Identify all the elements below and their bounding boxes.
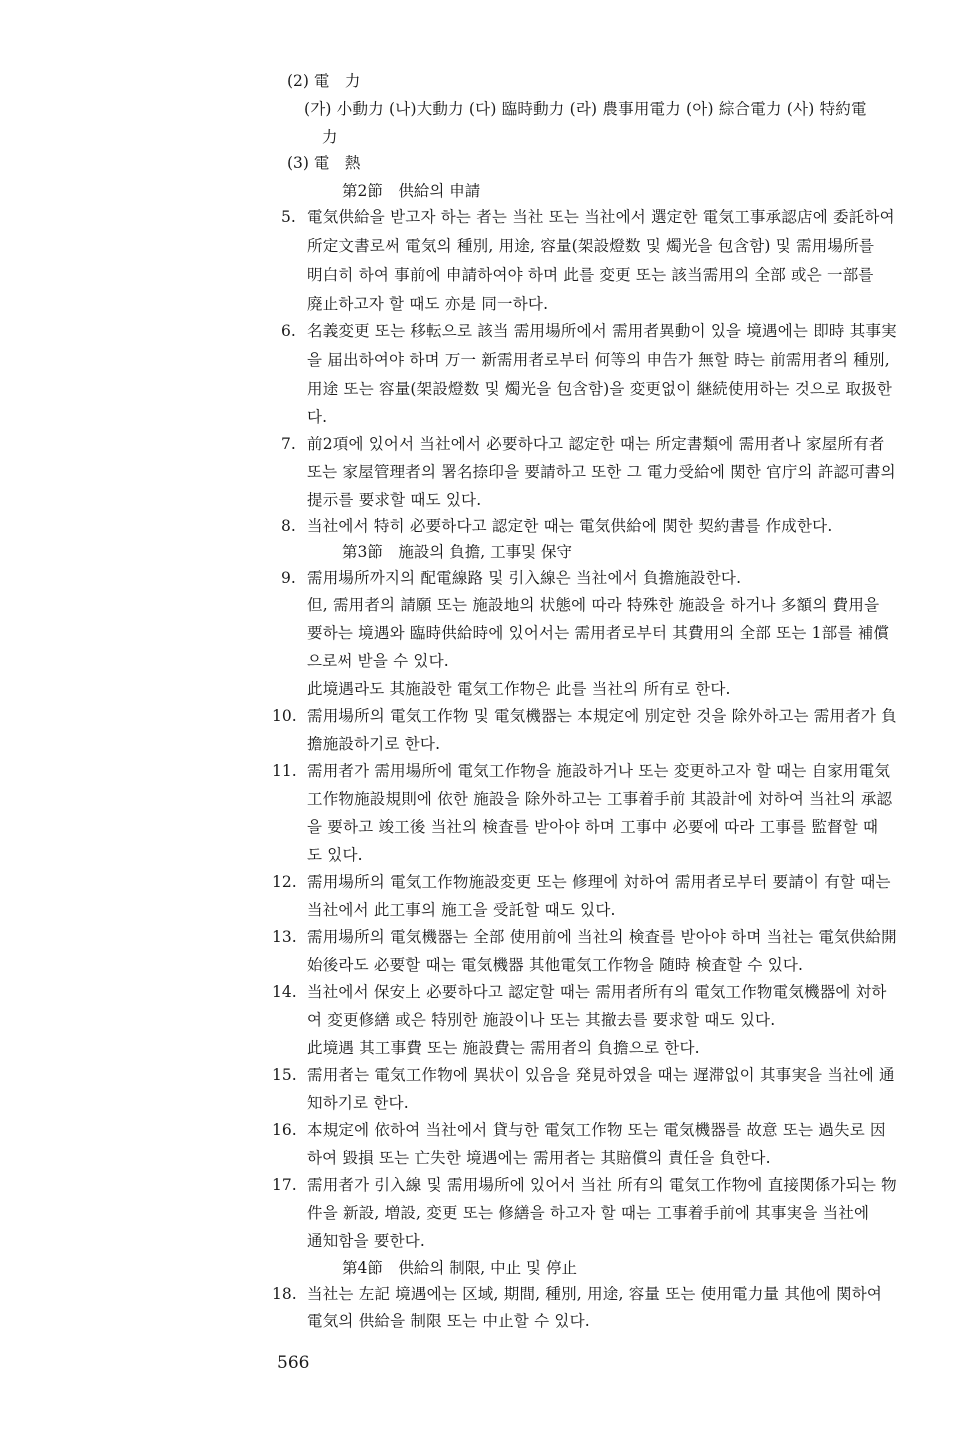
text-line: 此境遇라도 其施設한 電気工作物은 此를 当社의 所有로 한다. [307,680,731,698]
clause-number: 16. [272,1121,297,1139]
page-number: 566 [277,1353,310,1373]
text-line: 当社에서 此工事의 施工을 受託할 때도 있다. [307,901,616,919]
text-line: 으로써 받을 수 있다. [307,652,449,670]
clause-number: 17. [272,1176,297,1194]
text-line: 工作物施設規則에 依한 施設을 除外하고는 工事着手前 其設計에 対하여 当社의 承認 [307,790,893,808]
section-heading: (2) 電 力 [287,72,361,90]
clause-number: 10. [272,707,297,725]
text-line: 擔施設하기로 한다. [307,735,441,753]
text-line: 다. [307,408,328,426]
text-line: 名義変更 또는 移転으로 該当 需用場所에서 需用者異動이 있을 境遇에는 即時 其事実 [307,322,897,340]
text-line: 此境遇 其工事費 또는 施設費는 需用者의 負擔으로 한다. [307,1039,700,1057]
text-line: 用途 또는 容量(架設燈数 및 燭光을 包含함)을 変更없이 継続使用하는 것으로 取扱한 [307,380,893,398]
text-line: 여 変更修繕 或은 特別한 施設이나 또는 其撤去를 要求할 때도 있다. [307,1011,776,1029]
text-line: 需用者는 電気工作物에 異状이 있음을 発見하였을 때는 遅滞없이 其事実을 当社에 通 [307,1066,895,1084]
clause-number: 5. [281,208,296,226]
text-line: 需用場所의 電気機器는 全部 使用前에 当社의 検査를 받아야 하며 当社는 電気供給開 [307,928,897,946]
section-heading: 第2節 供給의 申請 [342,182,481,200]
clause-number: 13. [272,928,297,946]
text-line: 明白히 하여 事前에 申請하여야 하며 此를 変更 또는 該当需用의 全部 或은 一部를 [307,266,874,284]
text-line: 始後라도 必要할 때는 電気機器 其他電気工作物을 随時 検査할 수 있다. [307,956,804,974]
text-line: 力 [322,128,338,146]
text-line: 需用場所의 電気工作物 및 電気機器는 本規定에 別定한 것을 除外하고는 需用者가 負 [307,707,897,725]
text-line: 電気의 供給을 制限 또는 中止할 수 있다. [307,1312,590,1330]
text-line: 을 届出하여야 하며 万一 新需用者로부터 何等의 申告가 無할 時는 前需用者의 種別, [307,351,890,369]
text-line: 하여 毀損 또는 亡失한 境遇에는 需用者는 其賠償의 責任을 負한다. [307,1149,771,1167]
text-line: (가) 小動力 (나)大動力 (다) 臨時動力 (라) 農事用電力 (아) 綜合電力 (사) 特約電 [304,100,867,118]
clause-number: 7. [281,435,296,453]
section-heading: (3) 電 熱 [287,154,361,172]
clause-number: 9. [281,569,296,587]
section-heading: 第3節 施設의 負擔, 工事및 保守 [342,543,573,561]
clause-number: 8. [281,517,296,535]
text-line: 但, 需用者의 請願 또는 施設地의 状態에 따라 特殊한 施設을 하거나 多額의 費用을 [307,596,880,614]
text-line: 需用者가 引入線 및 需用場所에 있어서 当社 所有의 電気工作物에 直接関係가되는 物 [307,1176,897,1194]
text-line: 도 있다. [307,846,363,864]
text-line: 当社에서 特히 必要하다고 認定한 때는 電気供給에 関한 契約書를 作成한다. [307,517,833,535]
section-heading: 第4節 供給의 制限, 中止 및 停止 [342,1259,577,1277]
clause-number: 6. [281,322,296,340]
text-line: 을 要하고 竣工後 当社의 検査를 받아야 하며 工事中 必要에 따라 工事를 監督할 때 [307,818,879,836]
clause-number: 18. [272,1285,297,1303]
clause-number: 14. [272,983,297,1001]
text-line: 提示를 要求할 때도 있다. [307,491,482,509]
text-line: 또는 家屋管理者의 署名捺印을 要請하고 또한 그 電力受給에 関한 官庁의 許認可書의 [307,463,896,481]
text-line: 当社에서 保安上 必要하다고 認定할 때는 需用者所有의 電気工作物電気機器에 対하 [307,983,887,1001]
text-line: 要하는 境遇와 臨時供給時에 있어서는 需用者로부터 其費用의 全部 또는 1部를 補償 [307,624,890,642]
text-line: 当社는 左記 境遇에는 区域, 期間, 種別, 用途, 容量 또는 使用電力量 其他에 関하여 [307,1285,883,1303]
text-line: 所定文書로써 電気의 種別, 用途, 容量(架設燈数 및 燭光을 包含함) 및 需用場所를 [307,237,875,255]
text-line: 需用者가 需用場所에 電気工作物을 施設하거나 또는 変更하고자 할 때는 自家用電気 [307,762,891,780]
text-line: 本規定에 依하여 当社에서 貸与한 電気工作物 또는 電気機器를 故意 또는 過失로 因 [307,1121,886,1139]
text-line: 知하기로 한다. [307,1094,409,1112]
text-line: 件을 新設, 増設, 変更 또는 修繕을 하고자 할 때는 工事着手前에 其事実을 当社에 [307,1204,870,1222]
text-line: 前2項에 있어서 当社에서 必要하다고 認定한 때는 所定書類에 需用者나 家屋所有者 [307,435,885,453]
text-line: 需用場所까지의 配電線路 및 引入線은 当社에서 負擔施設한다. [307,569,742,587]
text-line: 廃止하고자 할 때도 亦是 同一하다. [307,295,549,313]
text-line: 需用場所의 電気工作物施設変更 또는 修理에 対하여 需用者로부터 要請이 有할 때는 [307,873,891,891]
text-line: 電気供給을 받고자 하는 者는 当社 또는 当社에서 選定한 電気工事承認店에 委託하여 [307,208,895,226]
clause-number: 15. [272,1066,297,1084]
text-line: 通知함을 要한다. [307,1232,426,1250]
clause-number: 12. [272,873,297,891]
clause-number: 11. [272,762,297,780]
